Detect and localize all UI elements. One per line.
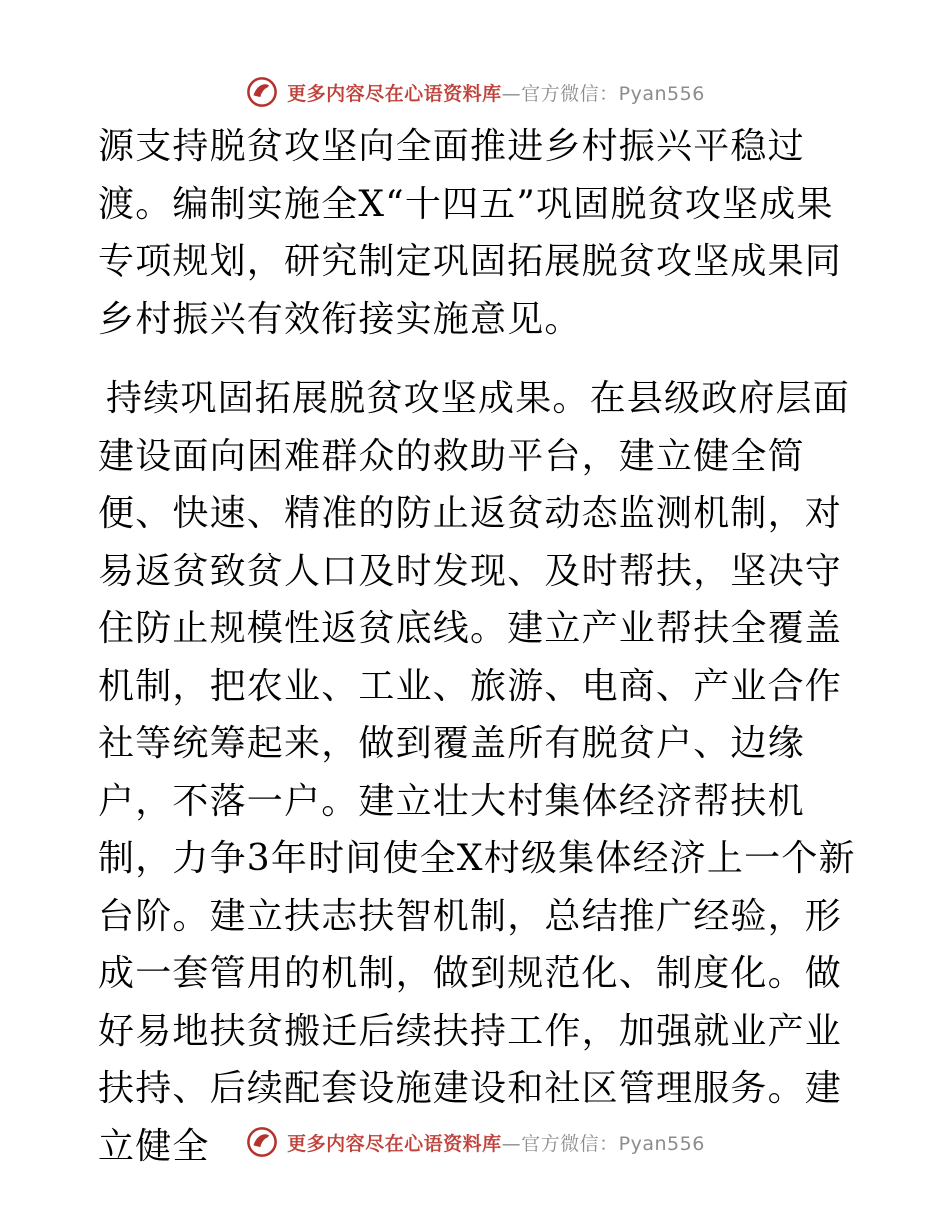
watermark-wechat: 官方微信：Pyan556 xyxy=(521,82,705,105)
watermark-wechat: 官方微信：Pyan556 xyxy=(521,1132,705,1155)
header-watermark xyxy=(0,72,950,112)
watermark-dash: — xyxy=(501,82,522,105)
watermark-text: 更多内容尽在心语资料库 xyxy=(287,82,502,105)
logo-icon xyxy=(245,1125,279,1159)
watermark-text: 更多内容尽在心语资料库 xyxy=(287,1132,502,1155)
watermark-dash: — xyxy=(501,1132,522,1155)
document-body xyxy=(98,118,858,1175)
paragraph-1: 源支持脱贫攻坚向全面推进乡村振兴平稳过渡。编制实施全X“十四五”巩固脱贫攻坚成果专项规划，研究制定巩固拓展脱贫攻坚成果同乡村振兴有效衔接实施意见。 xyxy=(98,126,843,340)
paragraph-2: 持续巩固拓展脱贫攻坚成果。在县级政府层面建设面向困难群众的救助平台，建立健全简便、快速、精准的防止返贫动态监测机制，对易返贫致贫人口及时发现、及时帮扶，坚决守住防止规模性返贫底线。建立产业帮扶全覆盖机制，把农业、工业、旅游、电商、产业合作社等统筹起来，做到覆盖所有脱贫户、边缘户，不落一户。建立壮大村集体经济帮扶机制，力争3年时间使全X村级集体经济上一个新台阶。建立扶志扶智机制，总结推广经验，形成一套管用的机制，做到规范化、制度化。做好易地扶贫搬迁后续扶持工作，加强就业产业扶持、后续配套设施建设和社区管理服务。建立健全 xyxy=(98,378,856,1167)
footer-watermark xyxy=(0,1122,950,1162)
logo-icon xyxy=(245,75,279,109)
